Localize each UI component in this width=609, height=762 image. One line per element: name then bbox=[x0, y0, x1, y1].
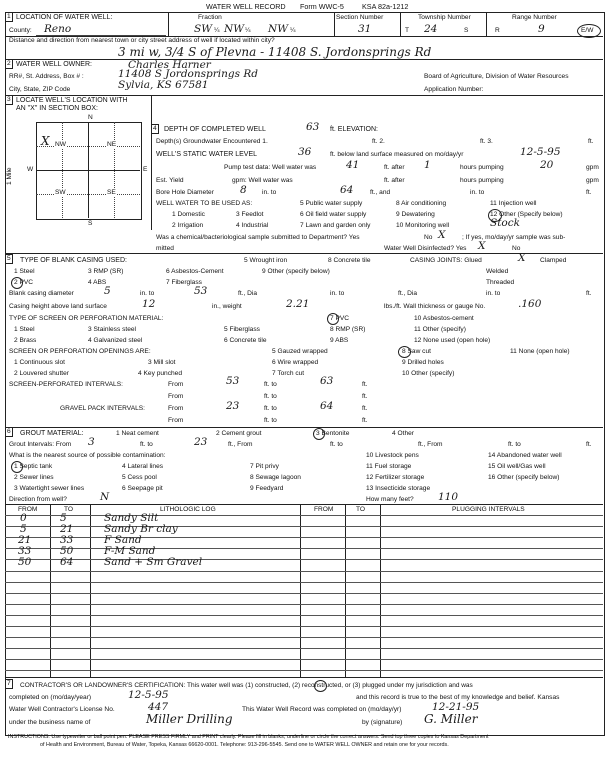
range-ew: E/W bbox=[581, 27, 594, 34]
casing-ft-dia: ft., Dia bbox=[238, 290, 258, 297]
log-header-from-2: FROM bbox=[314, 506, 334, 513]
contam-8[interactable]: 8 Sewage lagoon bbox=[250, 474, 301, 481]
grout-1[interactable]: 1 Neat cement bbox=[116, 430, 159, 437]
opening-3[interactable]: 3 Mill slot bbox=[148, 359, 176, 366]
yield-gpm: gpm: Well water was bbox=[232, 177, 293, 184]
log-rule bbox=[5, 526, 603, 527]
mile-label: 1 Mile bbox=[6, 167, 13, 185]
signature-value[interactable]: G. Miller bbox=[424, 712, 478, 726]
log-rule bbox=[5, 604, 603, 605]
spi-ft-2: ft. bbox=[362, 393, 368, 400]
south-label: S bbox=[88, 220, 93, 227]
log-row-desc: Sandy Br clay bbox=[104, 523, 178, 535]
casing-8[interactable]: 8 Concrete tile bbox=[328, 257, 371, 264]
log-row-desc: Sandy Silt bbox=[104, 512, 159, 524]
section-6-number: 6 bbox=[7, 428, 11, 435]
fraction-2[interactable]: NW bbox=[224, 23, 244, 35]
log-row-to: 33 bbox=[60, 534, 74, 546]
distance-label: Distance and direction from nearest town or city street address of well if located within city? bbox=[9, 37, 275, 44]
use-3[interactable]: 3 Feedlot bbox=[236, 211, 264, 218]
section-2-number: 2 bbox=[7, 60, 11, 67]
log-rule bbox=[5, 670, 603, 671]
contam-4[interactable]: 4 Lateral lines bbox=[122, 463, 164, 470]
quarter-mark-2: ¼ bbox=[245, 27, 251, 34]
north-label: N bbox=[88, 114, 93, 121]
spi-from-label: From bbox=[168, 381, 184, 388]
screen-7[interactable]: 7 PVC bbox=[330, 315, 350, 322]
casing-5[interactable]: 5 Wrought iron bbox=[244, 257, 288, 264]
groundwater-3: ft. 3. bbox=[480, 138, 493, 145]
use-other-value[interactable]: Stock bbox=[490, 217, 520, 229]
screen-11[interactable]: 11 Other (specify) bbox=[414, 326, 466, 333]
screen-12[interactable]: 12 None used (open hole) bbox=[414, 337, 491, 344]
opening-10[interactable]: 10 Other (specify) bbox=[402, 370, 455, 377]
casing-in-to: in. to bbox=[140, 290, 155, 297]
township-t: T bbox=[405, 27, 410, 34]
bore-in-to-2: in. to bbox=[470, 189, 485, 196]
opening-5[interactable]: 5 Gauzed wrapped bbox=[272, 348, 328, 355]
log-rule bbox=[5, 626, 603, 627]
casing-2[interactable]: 2 PVC bbox=[14, 279, 34, 286]
casing-9[interactable]: 9 Other (specify below) bbox=[262, 268, 330, 275]
log-header-lithologic: LITHOLOGIC LOG bbox=[160, 506, 216, 513]
city-label: City, State, ZIP Code bbox=[9, 86, 71, 93]
quarter-mark-1: ¼ bbox=[214, 27, 220, 34]
bore-in-to: in. to bbox=[262, 189, 277, 196]
opening-8-circle bbox=[398, 346, 411, 358]
constructed-circle bbox=[314, 680, 327, 692]
static-level-value[interactable]: 36 bbox=[298, 146, 312, 158]
log-rule bbox=[5, 548, 603, 549]
certification-text: CONTRACTOR'S OR LANDOWNER'S CERTIFICATION: This water well was (1) constructed, (2) reconstructed, or (3) plugged under my jurisdiction and was bbox=[20, 682, 473, 689]
log-row-from: 0 bbox=[20, 512, 27, 524]
yield-gpm-2: gpm bbox=[586, 177, 599, 184]
use-7[interactable]: 7 Lawn and garden only bbox=[300, 222, 371, 229]
casing-weight-value[interactable]: 2.21 bbox=[286, 298, 310, 310]
yield-label: Est. Yield bbox=[156, 177, 184, 184]
opening-7[interactable]: 7 Torch cut bbox=[272, 370, 305, 377]
welded-option[interactable]: Welded bbox=[486, 268, 509, 275]
casing-in-to-2: in. to bbox=[330, 290, 345, 297]
casing-1[interactable]: 1 Steel bbox=[14, 268, 35, 275]
east-label: E bbox=[143, 166, 148, 173]
log-row-from: 50 bbox=[18, 556, 32, 568]
contam-16[interactable]: 16 Other (specify below) bbox=[488, 474, 560, 481]
license-value[interactable]: 447 bbox=[148, 701, 169, 713]
casing-6[interactable]: 6 Asbestos-Cement bbox=[166, 268, 224, 275]
screen-5[interactable]: 5 Fiberglass bbox=[224, 326, 260, 333]
grout-ft-to-2: ft. to bbox=[330, 441, 343, 448]
form-number: Form WWC-5 bbox=[300, 2, 344, 11]
pump-gpm-value[interactable]: 20 bbox=[540, 159, 554, 171]
screen-4[interactable]: 4 Galvanized steel bbox=[88, 337, 143, 344]
log-header-to-2: TO bbox=[356, 506, 366, 513]
log-rule bbox=[5, 515, 603, 516]
casing-2-circle bbox=[11, 277, 23, 289]
chem-no-mark: X bbox=[438, 229, 446, 241]
opening-4[interactable]: 4 Key punched bbox=[138, 370, 182, 377]
screen-type-label: TYPE OF SCREEN OR PERFORATION MATERIAL: bbox=[9, 315, 164, 322]
screen-6[interactable]: 6 Concrete tile bbox=[224, 337, 267, 344]
business-name-label: under the business name of bbox=[9, 719, 91, 726]
clamped-option[interactable]: Clamped bbox=[540, 257, 567, 264]
feet-label: How many feet? bbox=[366, 496, 414, 503]
distance-value[interactable]: 3 mi w, 3/4 S of Plevna - 11408 S. Jordonsprings Rd bbox=[118, 45, 432, 59]
use-2[interactable]: 2 Irrigation bbox=[172, 222, 204, 229]
pump-after: ft. after bbox=[384, 164, 405, 171]
gp-from-label: From bbox=[168, 405, 184, 412]
static-level-label: WELL'S STATIC WATER LEVEL bbox=[156, 151, 258, 158]
direction-value[interactable]: N bbox=[100, 491, 110, 503]
locate-label-2: AN "X" IN SECTION BOX: bbox=[16, 105, 98, 112]
log-row-from: 21 bbox=[18, 534, 32, 546]
log-row-desc: Sand + Sm Gravel bbox=[104, 556, 203, 568]
board-label: Board of Agriculture, Division of Water Resources bbox=[424, 73, 569, 80]
log-row-to: 64 bbox=[60, 556, 74, 568]
contam-10[interactable]: 10 Livestock pens bbox=[366, 452, 419, 459]
township-s: S bbox=[464, 27, 469, 34]
gp-ft-to-2: ft. to bbox=[264, 417, 277, 424]
township-label: Township Number bbox=[418, 14, 471, 21]
gp-ft: ft. bbox=[362, 405, 368, 412]
log-rule bbox=[5, 582, 603, 583]
log-row-desc: F-M Sand bbox=[104, 545, 156, 557]
use-6[interactable]: 6 Oil field water supply bbox=[300, 211, 367, 218]
grout-intervals-label: Grout Intervals: From bbox=[9, 441, 72, 448]
opening-9[interactable]: 9 Drilled holes bbox=[402, 359, 444, 366]
casing-lbs-label: lbs./ft. Wall thickness or gauge No. bbox=[384, 303, 486, 310]
casing-4[interactable]: 4 ABS bbox=[88, 279, 107, 286]
bore-ft-and: ft., and bbox=[370, 189, 391, 196]
pump-test-value[interactable]: 41 bbox=[346, 159, 360, 171]
grid-se: SE bbox=[107, 189, 116, 196]
contam-7[interactable]: 7 Pit privy bbox=[250, 463, 279, 470]
disinfected-label: Water Well Disinfected? Yes bbox=[384, 245, 467, 252]
glued-mark: X bbox=[518, 252, 526, 264]
casing-type-label: TYPE OF BLANK CASING USED: bbox=[20, 257, 127, 264]
casing-ft-dia-2: ft., Dia bbox=[398, 290, 418, 297]
grout-3-circle bbox=[313, 428, 325, 440]
contam-15[interactable]: 15 Oil well/Gas well bbox=[488, 463, 546, 470]
gp-from-label-2: From bbox=[168, 417, 184, 424]
contam-5[interactable]: 5 Cess pool bbox=[122, 474, 157, 481]
screen-1[interactable]: 1 Steel bbox=[14, 326, 35, 333]
instructions-line-1: INSTRUCTIONS: Use typewriter or ball point pen. PLEASE PRESS FIRMLY and PRINT clearly. Please fill in blanks, underline or circle the correct answers. Send top three copies to Kansas Department bbox=[8, 734, 489, 740]
spi-from-label-2: From bbox=[168, 393, 184, 400]
grout-2[interactable]: 2 Cement grout bbox=[216, 430, 262, 437]
casing-dia-to[interactable]: 53 bbox=[194, 285, 208, 297]
section-1-number: 1 bbox=[7, 13, 11, 20]
city-value[interactable]: Sylvia, KS 67581 bbox=[118, 79, 209, 91]
instructions-line-2: of Health and Environment, Bureau of Water, Topeka, Kansas 66620-0001. Telephone: 913-296-5545. Send one to WATER WELL OWNER and retain one for your records. bbox=[40, 742, 449, 748]
log-rule bbox=[5, 637, 603, 638]
grout-from-value[interactable]: 3 bbox=[88, 436, 95, 448]
gp-ft-2: ft. bbox=[362, 417, 368, 424]
spi-from-value[interactable]: 53 bbox=[226, 375, 240, 387]
chem-no[interactable]: No bbox=[424, 234, 433, 241]
log-row-to: 50 bbox=[60, 545, 74, 557]
log-rule bbox=[5, 648, 603, 649]
opening-6[interactable]: 6 Wire wrapped bbox=[272, 359, 319, 366]
static-level-date[interactable]: 12-5-95 bbox=[520, 146, 561, 158]
log-row-desc: F Sand bbox=[104, 534, 142, 546]
grout-3[interactable]: 3 Bentonite bbox=[316, 430, 350, 437]
use-5[interactable]: 5 Public water supply bbox=[300, 200, 363, 207]
log-rule bbox=[5, 593, 603, 594]
groundwater-2: ft. 2. bbox=[372, 138, 385, 145]
locate-label: LOCATE WELL'S LOCATION WITH bbox=[16, 97, 128, 104]
disinfected-mark: X bbox=[478, 240, 486, 252]
ksa-ref: KSA 82a-1212 bbox=[362, 2, 409, 11]
opening-8[interactable]: 8 Saw cut bbox=[402, 348, 431, 355]
contam-6[interactable]: 6 Seepage pit bbox=[122, 485, 163, 492]
west-label: W bbox=[27, 166, 34, 173]
use-1[interactable]: 1 Domestic bbox=[172, 211, 205, 218]
spi-to-value[interactable]: 63 bbox=[320, 375, 334, 387]
log-rule bbox=[5, 537, 603, 538]
fraction-label: Fraction bbox=[198, 14, 222, 21]
pump-after-value[interactable]: 1 bbox=[424, 159, 431, 171]
grout-ft-to: ft. to bbox=[140, 441, 153, 448]
log-header-plugging: PLUGGING INTERVALS bbox=[452, 506, 525, 513]
yield-after: ft. after bbox=[384, 177, 405, 184]
gp-to-value[interactable]: 64 bbox=[320, 400, 334, 412]
signature-label: by (signature) bbox=[362, 719, 403, 726]
groundwater-ft: ft. bbox=[588, 138, 594, 145]
bore-value[interactable]: 8 bbox=[240, 184, 247, 196]
gp-from-value[interactable]: 23 bbox=[226, 400, 240, 412]
contam-11[interactable]: 11 Fuel storage bbox=[366, 463, 412, 470]
grout-ft: ft. bbox=[586, 441, 592, 448]
quarter-mark-3: ¼ bbox=[290, 27, 296, 34]
log-row-to: 21 bbox=[60, 523, 74, 535]
grout-ft-to-3: ft. to bbox=[508, 441, 521, 448]
contam-14[interactable]: 14 Abandoned water well bbox=[488, 452, 562, 459]
chem-sample-label: Was a chemical/bacteriological sample submitted to Department? Yes bbox=[156, 234, 360, 241]
form-title: WATER WELL RECORD bbox=[206, 2, 286, 11]
grout-ft-from-2: ft., From bbox=[418, 441, 443, 448]
casing-height-label: Casing height above land surface bbox=[9, 303, 107, 310]
grid-sw: SW bbox=[55, 189, 66, 196]
feet-value[interactable]: 110 bbox=[438, 491, 459, 503]
use-12[interactable]: 12 Other (Specify below) bbox=[490, 211, 563, 218]
record-completed-label: This Water Well Record was completed on (mo/day/yr) bbox=[242, 706, 402, 713]
casing-3[interactable]: 3 RMP (SR) bbox=[88, 268, 124, 275]
screen-intervals-label: SCREEN-PERFORATED INTERVALS: bbox=[9, 381, 123, 388]
use-11[interactable]: 11 Injection well bbox=[490, 200, 537, 207]
spi-ft-to: ft. to bbox=[264, 381, 277, 388]
screen-7-circle bbox=[327, 313, 339, 325]
bore-ft-2: ft. bbox=[586, 189, 592, 196]
grout-label: GROUT MATERIAL: bbox=[20, 430, 84, 437]
log-row-from: 33 bbox=[18, 545, 32, 557]
license-label: Water Well Contractor's License No. bbox=[9, 706, 115, 713]
contam-3[interactable]: 3 Watertight sewer lines bbox=[14, 485, 85, 492]
section-7-number: 7 bbox=[7, 680, 11, 687]
county-value[interactable]: Reno bbox=[44, 23, 72, 35]
log-row-from: 5 bbox=[20, 523, 27, 535]
bore-to-value[interactable]: 64 bbox=[340, 184, 354, 196]
gravel-pack-label: GRAVEL PACK INTERVALS: bbox=[60, 405, 146, 412]
depth-label: DEPTH OF COMPLETED WELL bbox=[164, 126, 266, 133]
log-rule bbox=[5, 571, 603, 572]
grout-ft-from: ft., From bbox=[228, 441, 253, 448]
elevation-label: ft. ELEVATION: bbox=[330, 126, 378, 133]
log-header-from: FROM bbox=[18, 506, 38, 513]
use-10[interactable]: 10 Monitoring well bbox=[396, 222, 450, 229]
grid-ne: NE bbox=[107, 141, 117, 148]
opening-2[interactable]: 2 Louvered shutter bbox=[14, 370, 69, 377]
pump-gpm: gpm bbox=[586, 164, 599, 171]
chem-mitted: mitted bbox=[156, 245, 174, 252]
use-8[interactable]: 8 Air conditioning bbox=[396, 200, 447, 207]
location-label: LOCATION OF WATER WELL: bbox=[16, 14, 113, 21]
pump-test-label: Pump test data: Well water was bbox=[224, 164, 317, 171]
threaded-option[interactable]: Threaded bbox=[486, 279, 515, 286]
casing-dia-label: Blank casing diameter bbox=[9, 290, 74, 297]
section-number-label: Section Number bbox=[336, 14, 384, 21]
section-5-number: 5 bbox=[7, 255, 11, 262]
opening-1[interactable]: 1 Continuous slot bbox=[14, 359, 65, 366]
spi-ft: ft. bbox=[362, 381, 368, 388]
grout-4[interactable]: 4 Other bbox=[392, 430, 414, 437]
contamination-label: What is the nearest source of possible contamination: bbox=[9, 452, 166, 459]
casing-height-value[interactable]: 12 bbox=[142, 298, 156, 310]
casing-weight-label: in., weight bbox=[212, 303, 242, 310]
contam-1[interactable]: 1 Septic tank bbox=[14, 463, 53, 470]
use-9[interactable]: 9 Dewatering bbox=[396, 211, 435, 218]
bore-label: Bore Hole Diameter bbox=[156, 189, 214, 196]
log-row-to: 5 bbox=[60, 512, 67, 524]
record-completed-date[interactable]: 12-21-95 bbox=[432, 701, 480, 713]
form-border bbox=[5, 12, 605, 736]
screen-3[interactable]: 3 Stainless steel bbox=[88, 326, 137, 333]
owner-label: WATER WELL OWNER: bbox=[16, 61, 92, 68]
yield-hours: hours pumping bbox=[460, 177, 504, 184]
section-3-number: 3 bbox=[7, 96, 11, 103]
depth-value[interactable]: 63 bbox=[306, 121, 320, 133]
county-label: County: bbox=[9, 27, 32, 34]
screen-8[interactable]: 8 RMP (SR) bbox=[330, 326, 366, 333]
range-value[interactable]: 9 bbox=[538, 23, 545, 35]
casing-dia-value[interactable]: 5 bbox=[104, 285, 111, 297]
fraction-3[interactable]: NW bbox=[268, 23, 288, 35]
contam-13[interactable]: 13 Insecticide storage bbox=[366, 485, 431, 492]
owner-value[interactable]: Charles Harner bbox=[128, 59, 211, 71]
range-label: Range Number bbox=[512, 14, 557, 21]
casing-ft-3: ft. bbox=[586, 290, 592, 297]
disinfected-no[interactable]: No bbox=[512, 245, 521, 252]
address-value[interactable]: 11408 S Jordonsprings Rd bbox=[118, 68, 258, 80]
business-name-value[interactable]: Miller Drilling bbox=[146, 712, 233, 726]
grid-nw: NW bbox=[55, 141, 66, 148]
application-number-label: Application Number: bbox=[424, 86, 484, 93]
township-value[interactable]: 24 bbox=[424, 23, 438, 35]
openings-label: SCREEN OR PERFORATION OPENINGS ARE: bbox=[9, 348, 151, 355]
completed-label: completed on (mo/day/year) bbox=[9, 694, 92, 701]
contam-12[interactable]: 12 Fertilizer storage bbox=[366, 474, 425, 481]
fraction-1[interactable]: SW bbox=[194, 23, 212, 35]
log-rule bbox=[5, 615, 603, 616]
well-location-mark: X bbox=[41, 134, 50, 148]
opening-11[interactable]: 11 None (open hole) bbox=[510, 348, 570, 355]
casing-in-to-3: in. to bbox=[486, 290, 501, 297]
completed-date[interactable]: 12-5-95 bbox=[128, 689, 169, 701]
screen-9[interactable]: 9 ABS bbox=[330, 337, 349, 344]
groundwater-label: Depth(s) Groundwater Encountered 1. bbox=[156, 138, 268, 145]
use-4[interactable]: 4 Industrial bbox=[236, 222, 269, 229]
log-header-to: TO bbox=[64, 506, 74, 513]
contam-1-circle bbox=[11, 461, 23, 473]
range-r: R bbox=[495, 27, 500, 34]
address-label: RR#, St. Address, Box # : bbox=[9, 73, 84, 80]
casing-joints-label: CASING JOINTS: Glued bbox=[410, 257, 482, 264]
use-label: WELL WATER TO BE USED AS: bbox=[156, 200, 253, 207]
screen-2[interactable]: 2 Brass bbox=[14, 337, 37, 344]
log-rule bbox=[5, 559, 603, 560]
direction-label: Direction from well? bbox=[9, 496, 67, 503]
section-4-number: 4 bbox=[153, 125, 157, 132]
casing-7[interactable]: 7 Fiberglass bbox=[166, 279, 202, 286]
contam-9[interactable]: 9 Feedyard bbox=[250, 485, 284, 492]
pump-hours: hours pumping bbox=[460, 164, 504, 171]
screen-10[interactable]: 10 Asbestos-cement bbox=[414, 315, 474, 322]
casing-gauge-value[interactable]: .160 bbox=[518, 298, 542, 310]
static-level-mid: ft. below land surface measured on mo/day/yr bbox=[330, 151, 464, 158]
section-number-value[interactable]: 31 bbox=[358, 23, 372, 35]
spi-ft-to-2: ft. to bbox=[264, 393, 277, 400]
log-rule bbox=[5, 659, 603, 660]
gp-ft-to: ft. to bbox=[264, 405, 277, 412]
section-grid[interactable] bbox=[36, 122, 142, 220]
grout-to-value[interactable]: 23 bbox=[194, 436, 208, 448]
true-statement: and this record is true to the best of my knowledge and belief. Kansas bbox=[356, 694, 560, 701]
contam-2[interactable]: 2 Sewer lines bbox=[14, 474, 54, 481]
chem-if-yes: ; If yes, mo/day/yr sample was sub- bbox=[462, 234, 566, 241]
